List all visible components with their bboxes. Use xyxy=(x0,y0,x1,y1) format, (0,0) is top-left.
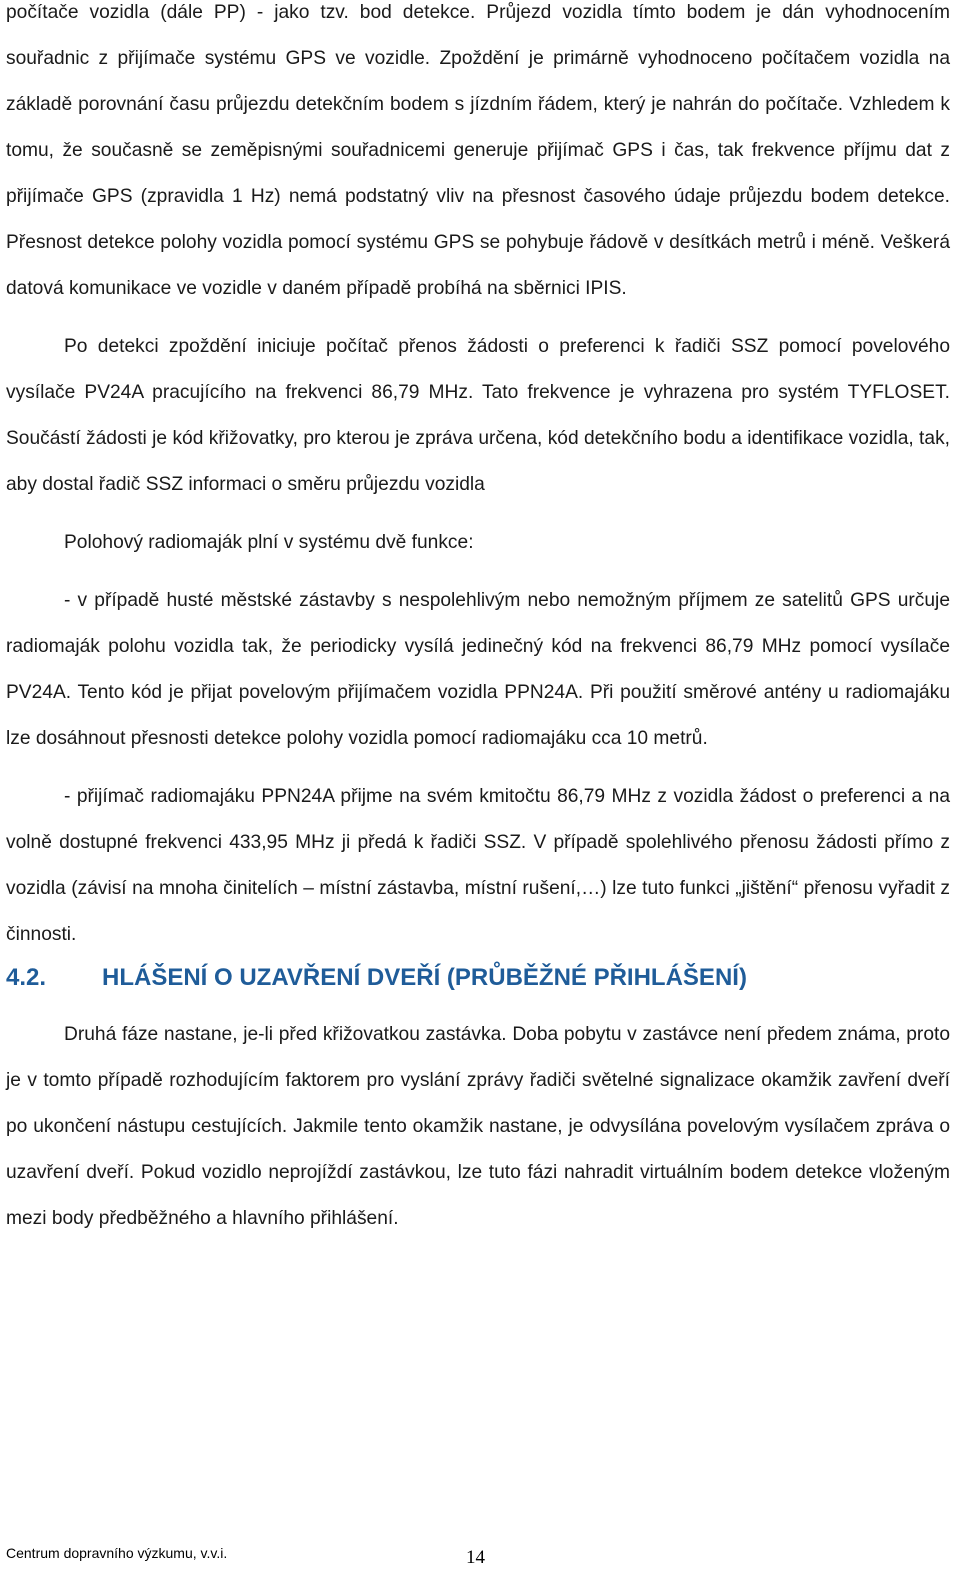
footer-organization: Centrum dopravního výzkumu, v.v.i. xyxy=(6,1545,228,1561)
section-number: 4.2. xyxy=(6,964,47,991)
document-page xyxy=(6,0,950,1242)
paragraph-function-1: - v případě husté městské zástavby s nespolehlivým nebo nemožným příjmem ze satelitů GPS určuje radiomaják polohu vozidla tak, že periodicky vysílá jedinečný kód na frekvenci 86,79 MHz pomocí vysílače PV24A. Tento kód je přijat povelovým přijímačem vozidla PPN24A. Při použití směrové antény u radiomajáku lze dosáhnout přesnosti detekce polohy vozidla pomocí radiomajáku cca 10 metrů. xyxy=(6,590,950,749)
section-title: HLÁŠENÍ O UZAVŘENÍ DVEŘÍ (PRŮBĚŽNÉ PŘIHLÁŠENÍ) xyxy=(102,964,747,991)
paragraph-function-2: - přijímač radiomajáku PPN24A přijme na svém kmitočtu 86,79 MHz z vozidla žádost o preferenci a na volně dostupné frekvenci 433,95 MHz ji předá k řadiči SSZ. V případě spolehlivého přenosu žádosti přímo z vozidla (závisí na mnoha činitelích – místní zástavba, místní rušení,…) lze tuto funkci „jištění“ přenosu vyřadit z činnosti. xyxy=(6,786,950,945)
section-heading xyxy=(6,958,950,998)
paragraph-door-closing: Druhá fáze nastane, je-li před křižovatkou zastávka. Doba pobytu v zastávce není předem známa, proto je v tomto případě rozhodujícím faktorem pro vyslání zprávy řadiči světelné signalizace okamžik zavření dveří po ukončení nástupu cestujících. Jakmile tento okamžik nastane, je odvysílána povelovým vysílačem zpráva o uzavření dveří. Pokud vozidlo neprojíždí zastávkou, lze tuto fázi nahradit virtuálním bodem detekce vloženým mezi body předběžného a hlavního přihlášení. xyxy=(6,1024,950,1229)
paragraph-radiomajak-intro: Polohový radiomaják plní v systému dvě funkce: xyxy=(64,532,474,553)
paragraph-gps-detection: počítače vozidla (dále PP) - jako tzv. bod detekce. Průjezd vozidla tímto bodem je dán vyhodnocením souřadnic z přijímače systému GPS ve vozidle. Zpoždění je primárně vyhodnoceno počítačem vozidla na základě porovnání času průjezdu detekčním bodem s jízdním řádem, který je nahrán do počítače. Vzhledem k tomu, že současně se zeměpisnými souřadnicemi generuje přijímač GPS i čas, tak frekvence příjmu dat z přijímače GPS (zpravidla 1 Hz) nemá podstatný vliv na přesnost časového údaje průjezdu bodem detekce. Přesnost detekce polohy vozidla pomocí systému GPS se pohybuje řádově v desítkách metrů i méně. Veškerá datová komunikace ve vozidle v daném případě probíhá na sběrnici IPIS. xyxy=(6,2,950,299)
page-number: 14 xyxy=(466,1547,485,1568)
paragraph-delay-request: Po detekci zpoždění iniciuje počítač přenos žádosti o preferenci k řadiči SSZ pomocí povelového vysílače PV24A pracujícího na frekvenci 86,79 MHz. Tato frekvence je vyhrazena pro systém TYFLOSET. Součástí žádosti je kód křižovatky, pro kterou je zpráva určena, kód detekčního bodu a identifikace vozidla, tak, aby dostal řadič SSZ informaci o směru průjezdu vozidla xyxy=(6,336,950,495)
